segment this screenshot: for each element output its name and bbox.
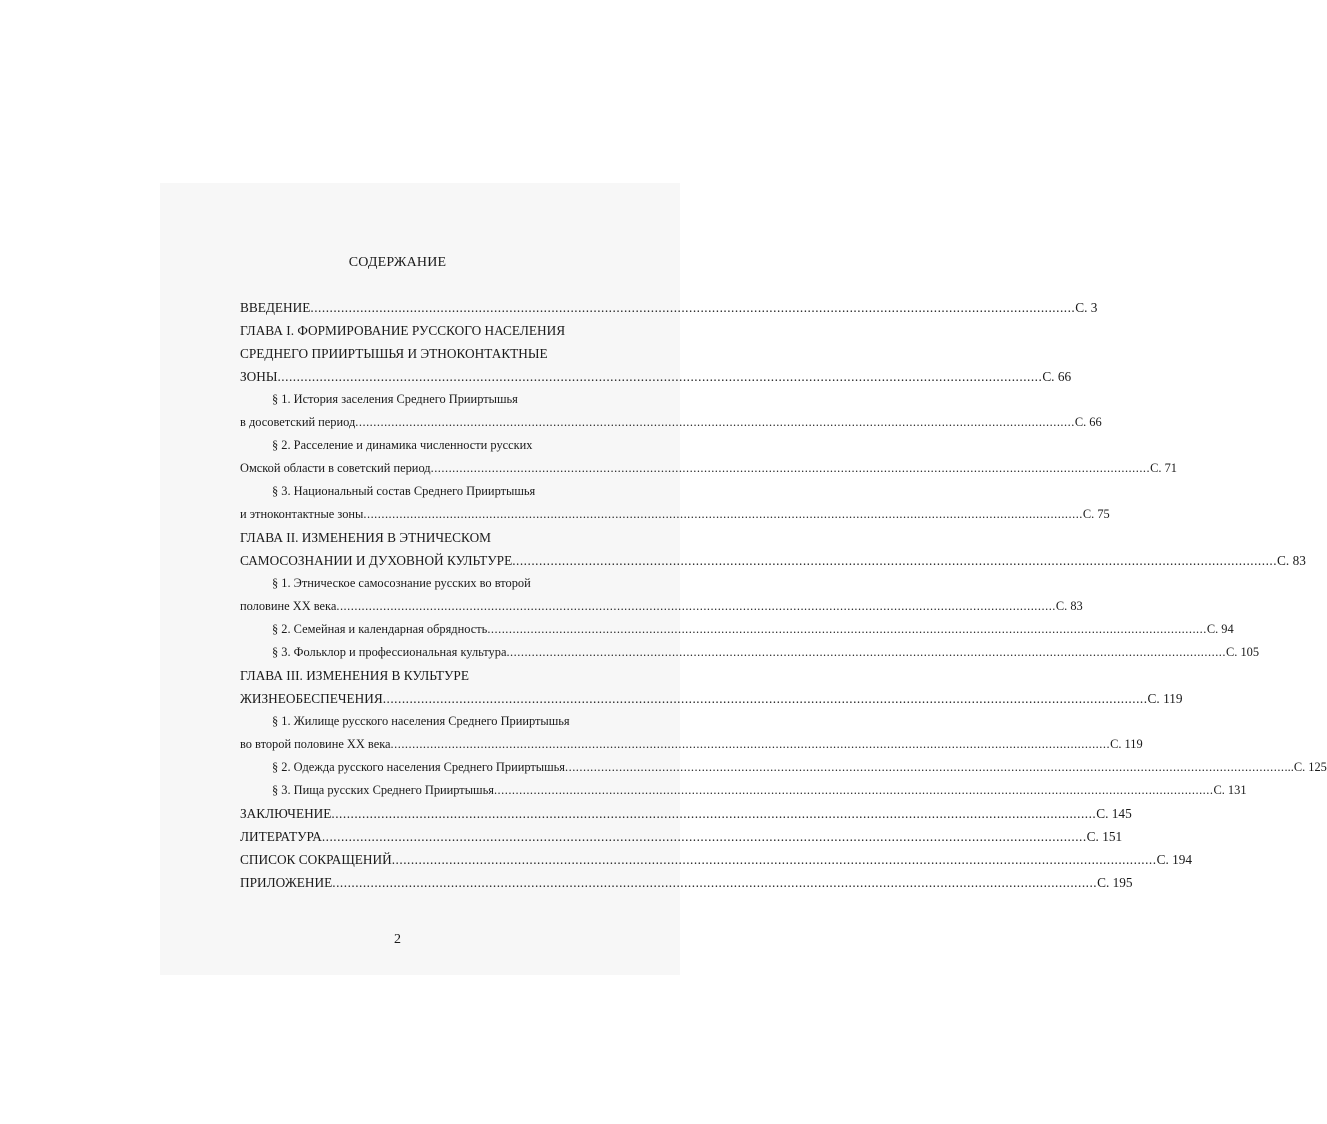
toc-entry bbox=[240, 365, 1072, 388]
toc-entry bbox=[240, 848, 1193, 871]
toc-page-ref: С. 71 bbox=[1150, 461, 1177, 475]
toc-entry bbox=[240, 825, 1123, 848]
toc-entry-label: § 2. Расселение и динамика численности русских bbox=[272, 438, 533, 452]
toc-page-ref: С. 66 bbox=[1042, 369, 1072, 384]
toc-dot-leader: ........................................................................................................................................................................................................ bbox=[506, 645, 1226, 659]
toc-dot-leader: ........................................................................................................................................................................................................ bbox=[277, 369, 1043, 384]
toc-heading-line bbox=[240, 388, 626, 411]
toc-entry bbox=[240, 411, 1102, 434]
toc-heading-line bbox=[240, 480, 626, 503]
toc-entry-label: ЖИЗНЕОБЕСПЕЧЕНИЯ bbox=[240, 691, 383, 706]
toc-heading-line bbox=[240, 434, 626, 457]
toc-dot-leader: ........................................................................................................................................................................................................ bbox=[331, 806, 1097, 821]
toc-entry-label: ГЛАВА I. ФОРМИРОВАНИЕ РУССКОГО НАСЕЛЕНИЯ bbox=[240, 323, 566, 338]
toc-dot-leader: ........................................................................................................................................................................................................ bbox=[310, 300, 1076, 315]
toc-entry-label: § 3. Фольклор и профессиональная культура bbox=[272, 645, 507, 659]
toc-entry bbox=[240, 618, 1234, 641]
table-of-contents bbox=[240, 296, 1327, 894]
toc-heading-line bbox=[240, 710, 626, 733]
toc-entry bbox=[240, 296, 1098, 319]
toc-dot-leader: ........................................................................................................................................................................................................ bbox=[487, 622, 1207, 636]
toc-page-ref: С. 3 bbox=[1075, 300, 1098, 315]
toc-page-ref: С. 195 bbox=[1097, 875, 1133, 890]
toc-entry bbox=[240, 802, 1132, 825]
toc-page-ref: С. 145 bbox=[1096, 806, 1132, 821]
toc-page-ref: С. 94 bbox=[1206, 622, 1234, 636]
toc-entry bbox=[240, 595, 1083, 618]
toc-entry-label: § 1. История заселения Среднего Прииртышья bbox=[272, 392, 518, 406]
toc-entry bbox=[240, 503, 1110, 526]
toc-entry bbox=[240, 871, 1133, 894]
toc-dot-leader: ........................................................................................................................................................................................................ bbox=[355, 415, 1075, 429]
toc-entry-label: § 2. Одежда русского населения Среднего Прииртышья bbox=[272, 760, 565, 774]
toc-entry-label: и этноконтактные зоны bbox=[240, 507, 364, 521]
toc-dot-leader: ........................................................................................................................................................................................................ bbox=[363, 507, 1083, 521]
toc-page-ref: С. 151 bbox=[1086, 829, 1123, 844]
toc-entry-label: СРЕДНЕГО ПРИИРТЫШЬЯ И ЭТНОКОНТАКТНЫЕ bbox=[240, 346, 548, 361]
toc-entry-label: ЗАКЛЮЧЕНИЕ bbox=[240, 806, 332, 821]
toc-page-ref: ...С. 125 bbox=[1284, 760, 1327, 774]
toc-entry-label: ВВЕДЕНИЕ bbox=[240, 300, 311, 315]
toc-entry-label: в досоветский период bbox=[240, 415, 356, 429]
toc-heading-line bbox=[240, 526, 626, 549]
toc-dot-leader: ........................................................................................................................................................................................................ bbox=[336, 599, 1056, 613]
toc-entry-label: СПИСОК СОКРАЩЕНИЙ bbox=[240, 852, 392, 867]
toc-entry bbox=[240, 779, 1247, 802]
toc-entry-label: ГЛАВА II. ИЗМЕНЕНИЯ В ЭТНИЧЕСКОМ bbox=[240, 530, 491, 545]
toc-entry bbox=[240, 756, 1327, 779]
toc-entry-label: ГЛАВА III. ИЗМЕНЕНИЯ В КУЛЬТУРЕ bbox=[240, 668, 469, 683]
toc-dot-leader: ........................................................................................................................................................................................................ bbox=[565, 760, 1285, 774]
toc-page-ref: С. 119 bbox=[1110, 737, 1143, 751]
toc-dot-leader: ........................................................................................................................................................................................................ bbox=[390, 737, 1111, 751]
toc-entry-label: § 3. Пища русских Среднего Прииртышья bbox=[272, 783, 494, 797]
toc-page-ref: С. 75 bbox=[1082, 507, 1110, 521]
toc-page-ref: С. 105 bbox=[1225, 645, 1260, 659]
toc-entry bbox=[240, 549, 1306, 572]
toc-dot-leader: ........................................................................................................................................................................................................ bbox=[430, 461, 1151, 475]
toc-entry-label: во второй половине XX века bbox=[240, 737, 391, 751]
toc-entry bbox=[240, 457, 1177, 480]
toc-dot-leader: ........................................................................................................................................................................................................ bbox=[382, 691, 1148, 706]
toc-page-ref: С. 83 bbox=[1055, 599, 1083, 613]
toc-page-ref: С. 66 bbox=[1074, 415, 1102, 429]
toc-entry-label: ЛИТЕРАТУРА bbox=[240, 829, 322, 844]
toc-entry bbox=[240, 733, 1143, 756]
toc-dot-leader: ........................................................................................................................................................................................................ bbox=[512, 553, 1278, 568]
toc-page-ref: С. 194 bbox=[1156, 852, 1193, 867]
toc-entry-label: § 1. Этническое самосознание русских во второй bbox=[272, 576, 531, 590]
toc-entry-label: САМОСОЗНАНИИ И ДУХОВНОЙ КУЛЬТУРЕ bbox=[240, 553, 513, 568]
toc-entry-label: ПРИЛОЖЕНИЕ bbox=[240, 875, 333, 890]
toc-dot-leader: ........................................................................................................................................................................................................ bbox=[332, 875, 1098, 890]
page-title: СОДЕРЖАНИЕ bbox=[348, 255, 447, 270]
toc-heading-line bbox=[240, 572, 626, 595]
page-number: 2 bbox=[394, 932, 401, 947]
toc-entry-label: ЗОНЫ bbox=[240, 369, 278, 384]
toc-heading-line bbox=[240, 664, 626, 687]
toc-entry-label: § 1. Жилище русского населения Среднего Прииртышья bbox=[272, 714, 570, 728]
toc-dot-leader: ........................................................................................................................................................................................................ bbox=[391, 852, 1157, 867]
toc-dot-leader: ........................................................................................................................................................................................................ bbox=[321, 829, 1087, 844]
toc-page-ref: С. 131 bbox=[1213, 783, 1247, 797]
toc-page-ref: С. 83 bbox=[1277, 553, 1306, 568]
toc-entry bbox=[240, 641, 1260, 664]
toc-heading-line bbox=[240, 319, 626, 342]
toc-entry-label: § 2. Семейная и календарная обрядность bbox=[272, 622, 488, 636]
toc-heading-line bbox=[240, 342, 626, 365]
toc-page-ref: С. 119 bbox=[1147, 691, 1183, 706]
toc-entry-label: половине XX века bbox=[240, 599, 337, 613]
toc-entry bbox=[240, 687, 1183, 710]
toc-dot-leader: ........................................................................................................................................................................................................ bbox=[493, 783, 1214, 797]
toc-entry-label: Омской области в советский период bbox=[240, 461, 431, 475]
toc-entry-label: § 3. Национальный состав Среднего Прииртышья bbox=[272, 484, 536, 498]
